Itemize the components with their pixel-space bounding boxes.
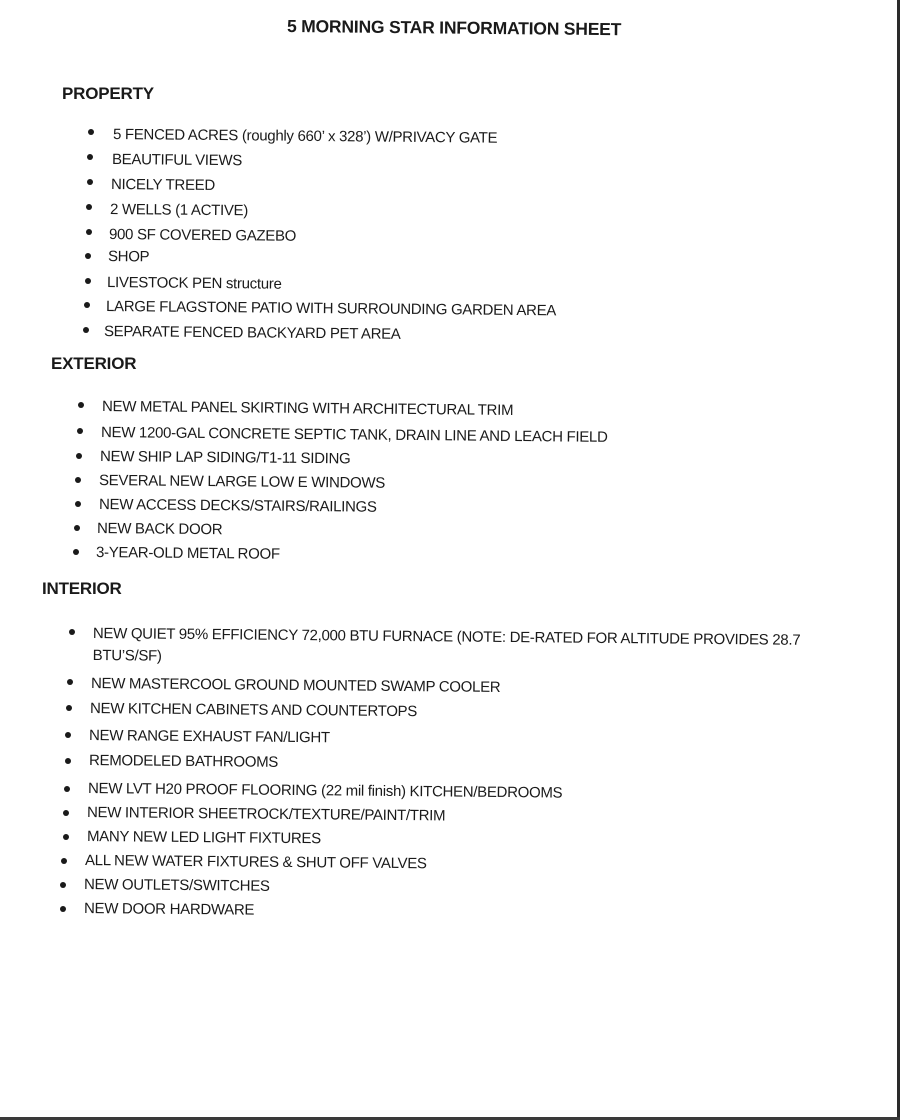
list-item: 3-YEAR-OLD METAL ROOF bbox=[95, 544, 280, 563]
list-item: NEW KITCHEN CABINETS AND COUNTERTOPS bbox=[89, 700, 418, 721]
bullet-icon bbox=[67, 679, 73, 685]
section-heading-interior: INTERIOR bbox=[42, 579, 122, 598]
bullet-icon bbox=[75, 501, 81, 507]
list-item: 2 WELLS (1 ACTIVE) bbox=[109, 201, 249, 220]
list-item: MANY NEW LED LIGHT FIXTURES bbox=[86, 828, 321, 848]
list-item: SEVERAL NEW LARGE LOW E WINDOWS bbox=[98, 472, 386, 492]
bullet-icon bbox=[63, 834, 69, 840]
bullet-icon bbox=[87, 154, 93, 160]
list-item: NEW BACK DOOR bbox=[96, 520, 223, 539]
bullet-icon bbox=[78, 402, 84, 408]
bullet-icon bbox=[85, 278, 91, 284]
bullet-icon bbox=[76, 453, 82, 459]
list-item: LIVESTOCK PEN structure bbox=[106, 274, 282, 293]
list-item: SEPARATE FENCED BACKYARD PET AREA bbox=[103, 323, 401, 343]
list-item: NEW LVT H20 PROOF FLOORING (22 mil finish) KITCHEN/BEDROOMS bbox=[87, 780, 563, 802]
bullet-icon bbox=[75, 477, 81, 483]
list-item: NICELY TREED bbox=[110, 176, 216, 194]
bullet-icon bbox=[69, 629, 75, 635]
bullet-icon bbox=[88, 129, 94, 135]
list-item: NEW MASTERCOOL GROUND MOUNTED SWAMP COOLER bbox=[90, 675, 501, 696]
list-item: 5 FENCED ACRES (roughly 660’ x 328’) W/PRIVACY GATE bbox=[112, 126, 498, 147]
bullet-icon bbox=[87, 179, 93, 185]
list-item: NEW SHIP LAP SIDING/T1-11 SIDING bbox=[99, 448, 351, 468]
list-item: NEW INTERIOR SHEETROCK/TEXTURE/PAINT/TRIM bbox=[86, 804, 446, 825]
bullet-icon bbox=[61, 858, 67, 864]
bullet-icon bbox=[65, 758, 71, 764]
list-item: 900 SF COVERED GAZEBO bbox=[108, 226, 297, 245]
list-item: BEAUTIFUL VIEWS bbox=[111, 151, 243, 170]
bullet-icon bbox=[66, 705, 72, 711]
bullet-icon bbox=[86, 204, 92, 210]
list-item: LARGE FLAGSTONE PATIO WITH SURROUNDING GARDEN AREA bbox=[105, 298, 557, 320]
document-title: 5 MORNING STAR INFORMATION SHEET bbox=[286, 16, 622, 40]
list-item: REMODELED BATHROOMS bbox=[88, 752, 279, 771]
list-item: NEW ACCESS DECKS/STAIRS/RAILINGS bbox=[98, 496, 377, 516]
list-item: NEW RANGE EXHAUST FAN/LIGHT bbox=[88, 727, 330, 747]
bullet-icon bbox=[74, 525, 80, 531]
list-item: NEW OUTLETS/SWITCHES bbox=[83, 876, 270, 895]
bullet-icon bbox=[86, 229, 92, 235]
bullet-icon bbox=[63, 810, 69, 816]
list-item: NEW METAL PANEL SKIRTING WITH ARCHITECTURAL TRIM bbox=[101, 398, 514, 419]
bullet-icon bbox=[73, 549, 79, 555]
bullet-icon bbox=[60, 906, 66, 912]
section-heading-exterior: EXTERIOR bbox=[51, 354, 137, 373]
section-heading-property: PROPERTY bbox=[62, 84, 154, 103]
list-item: NEW 1200-GAL CONCRETE SEPTIC TANK, DRAIN LINE AND LEACH FIELD bbox=[100, 424, 608, 446]
list-item: NEW QUIET 95% EFFICIENCY 72,000 BTU FURNACE (NOTE: DE-RATED FOR ALTITUDE PROVIDES 28.7 BTU’S/SF) bbox=[92, 624, 801, 665]
list-item: NEW DOOR HARDWARE bbox=[83, 900, 255, 919]
bullet-icon bbox=[84, 302, 90, 308]
bullet-icon bbox=[85, 253, 91, 259]
bullet-icon bbox=[64, 786, 70, 792]
list-item: ALL NEW WATER FIXTURES & SHUT OFF VALVES bbox=[84, 852, 427, 873]
list-item: SHOP bbox=[107, 248, 150, 266]
bullet-icon bbox=[60, 882, 66, 888]
bullet-icon bbox=[83, 327, 89, 333]
bullet-icon bbox=[65, 732, 71, 738]
bullet-icon bbox=[77, 428, 83, 434]
